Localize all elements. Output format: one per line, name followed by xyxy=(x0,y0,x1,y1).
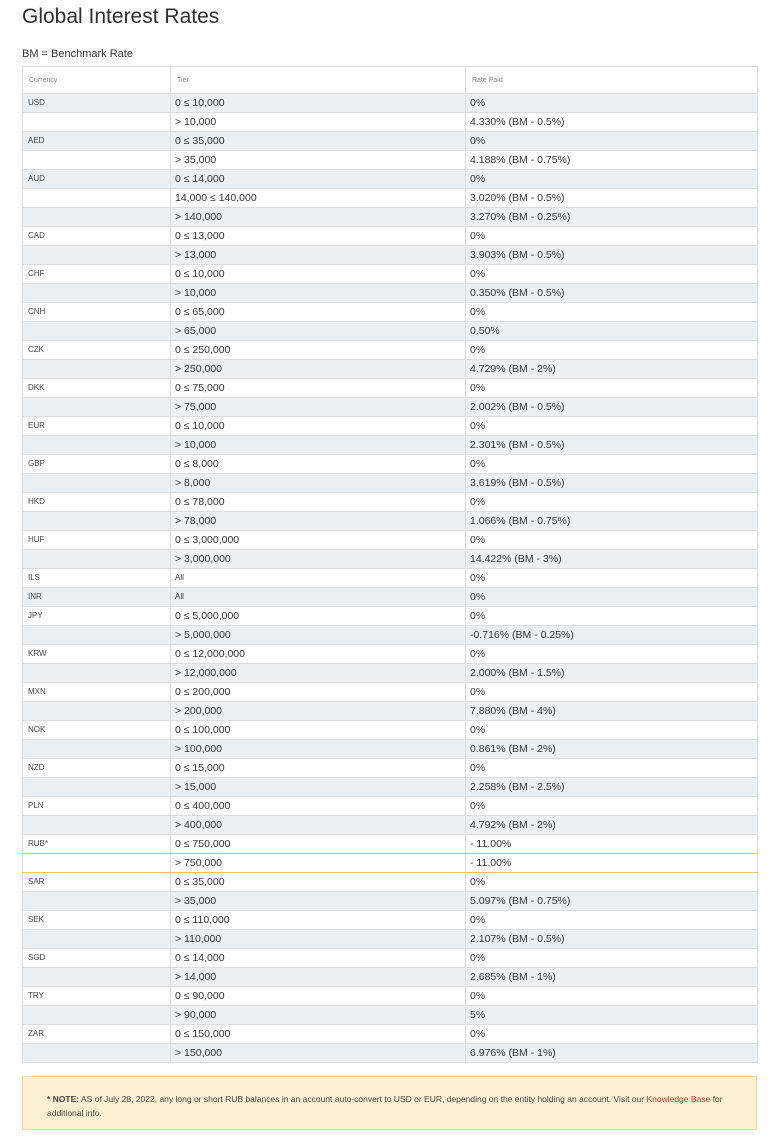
rate-paid-cell: 0% xyxy=(466,569,758,588)
table-row xyxy=(23,987,758,1006)
tier-cell: 0 ≤ 110,000 xyxy=(171,911,466,930)
tier-cell: 0 ≤ 35,000 xyxy=(171,132,466,151)
rate-paid-cell: 0% xyxy=(466,303,758,322)
currency-cell: NOK xyxy=(23,721,171,740)
currency-cell xyxy=(23,854,171,873)
table-row xyxy=(23,512,758,531)
table-row xyxy=(23,1025,758,1044)
currency-cell: JPY xyxy=(23,607,171,626)
tier-cell: > 100,000 xyxy=(171,740,466,759)
currency-cell xyxy=(23,189,171,208)
currency-cell: HKD xyxy=(23,493,171,512)
currency-cell xyxy=(23,740,171,759)
currency-cell xyxy=(23,1044,171,1063)
table-row xyxy=(23,151,758,170)
currency-cell xyxy=(23,930,171,949)
rate-paid-cell: 1.066% (BM - 0.75%) xyxy=(466,512,758,531)
currency-cell: CHF xyxy=(23,265,171,284)
rate-paid-cell: 0% xyxy=(466,265,758,284)
table-row xyxy=(23,683,758,702)
currency-cell: CNH xyxy=(23,303,171,322)
currency-cell: RUB* xyxy=(23,835,171,854)
tier-cell: > 250,000 xyxy=(171,360,466,379)
table-row xyxy=(23,835,758,854)
tier-cell: 0 ≤ 400,000 xyxy=(171,797,466,816)
rate-paid-cell: 2.301% (BM - 0.5%) xyxy=(466,436,758,455)
rate-paid-cell: 0% xyxy=(466,531,758,550)
table-row xyxy=(23,113,758,132)
currency-cell: HUF xyxy=(23,531,171,550)
tier-cell: > 10,000 xyxy=(171,113,466,132)
table-row xyxy=(23,968,758,987)
rate-paid-cell: 0% xyxy=(466,379,758,398)
currency-cell: AED xyxy=(23,132,171,151)
table-row xyxy=(23,132,758,151)
rate-paid-cell: 4.188% (BM - 0.75%) xyxy=(466,151,758,170)
rate-paid-cell: 0% xyxy=(466,873,758,892)
table-row xyxy=(23,550,758,569)
table-row xyxy=(23,892,758,911)
table-row xyxy=(23,702,758,721)
table-row xyxy=(23,417,758,436)
tier-cell: 0 ≤ 75,000 xyxy=(171,379,466,398)
currency-cell: PLN xyxy=(23,797,171,816)
table-row xyxy=(23,227,758,246)
tier-cell: 0 ≤ 14,000 xyxy=(171,170,466,189)
rub-note-box xyxy=(22,1076,757,1130)
note-text: AS of July 28, 2022, any long or short RUB balances in an account auto-convert to USD or EUR, depending on the entity holding an account. Visit our xyxy=(79,1094,647,1104)
currency-cell: SEK xyxy=(23,911,171,930)
table-row xyxy=(23,493,758,512)
table-row xyxy=(23,854,758,873)
tier-cell: 0 ≤ 90,000 xyxy=(171,987,466,1006)
rate-paid-cell: 0% xyxy=(466,721,758,740)
knowledge-base-link[interactable]: Knowledge Base xyxy=(646,1094,711,1104)
currency-cell xyxy=(23,436,171,455)
currency-cell xyxy=(23,360,171,379)
table-row xyxy=(23,360,758,379)
tier-cell: > 750,000 xyxy=(171,854,466,873)
rate-paid-cell: 0% xyxy=(466,417,758,436)
tier-cell: > 5,000,000 xyxy=(171,626,466,645)
rate-paid-cell: 5.097% (BM - 0.75%) xyxy=(466,892,758,911)
currency-cell xyxy=(23,398,171,417)
table-row xyxy=(23,930,758,949)
table-header-row xyxy=(23,67,758,94)
table-row xyxy=(23,816,758,835)
table-row xyxy=(23,588,758,607)
rate-paid-cell: 0% xyxy=(466,911,758,930)
currency-cell: EUR xyxy=(23,417,171,436)
tier-cell: 0 ≤ 65,000 xyxy=(171,303,466,322)
tier-cell: > 75,000 xyxy=(171,398,466,417)
tier-cell: 0 ≤ 150,000 xyxy=(171,1025,466,1044)
column-header-rate-paid: Rate Paid xyxy=(466,67,758,94)
tier-cell: 0 ≤ 10,000 xyxy=(171,94,466,113)
tier-cell: 0 ≤ 100,000 xyxy=(171,721,466,740)
rate-paid-cell: 14.422% (BM - 3%) xyxy=(466,550,758,569)
currency-cell: SGD xyxy=(23,949,171,968)
tier-cell: 0 ≤ 3,000,000 xyxy=(171,531,466,550)
rate-paid-cell: 0% xyxy=(466,949,758,968)
rate-paid-cell: 0% xyxy=(466,683,758,702)
tier-cell: > 14,000 xyxy=(171,968,466,987)
rate-paid-cell: 0% xyxy=(466,227,758,246)
tier-cell: > 90,000 xyxy=(171,1006,466,1025)
page-title: Global Interest Rates xyxy=(22,5,220,28)
table-row xyxy=(23,1006,758,1025)
rate-paid-cell: - 11.00% xyxy=(466,835,758,854)
currency-cell xyxy=(23,284,171,303)
currency-cell xyxy=(23,626,171,645)
table-row xyxy=(23,949,758,968)
note-text-end: for additional info. xyxy=(47,1094,723,1118)
tier-cell: > 8,000 xyxy=(171,474,466,493)
tier-cell: > 400,000 xyxy=(171,816,466,835)
tier-cell: > 13,000 xyxy=(171,246,466,265)
rate-paid-cell: 3.619% (BM - 0.5%) xyxy=(466,474,758,493)
table-row xyxy=(23,759,758,778)
currency-cell: SAR xyxy=(23,873,171,892)
tier-cell: > 3,000,000 xyxy=(171,550,466,569)
currency-cell xyxy=(23,208,171,227)
table-row xyxy=(23,455,758,474)
rate-paid-cell: 0% xyxy=(466,607,758,626)
tier-cell: > 35,000 xyxy=(171,892,466,911)
interest-rates-table xyxy=(22,66,758,1063)
tier-cell: > 200,000 xyxy=(171,702,466,721)
table-row xyxy=(23,626,758,645)
currency-cell xyxy=(23,816,171,835)
rate-paid-cell: 3.270% (BM - 0.25%) xyxy=(466,208,758,227)
currency-cell: CAD xyxy=(23,227,171,246)
tier-cell: 0 ≤ 35,000 xyxy=(171,873,466,892)
table-row xyxy=(23,208,758,227)
table-row xyxy=(23,740,758,759)
tier-cell: 0 ≤ 14,000 xyxy=(171,949,466,968)
tier-cell: 0 ≤ 78,000 xyxy=(171,493,466,512)
tier-cell: 0 ≤ 10,000 xyxy=(171,417,466,436)
table-row xyxy=(23,303,758,322)
currency-cell xyxy=(23,151,171,170)
rate-paid-cell: 0.350% (BM - 0.5%) xyxy=(466,284,758,303)
table-row xyxy=(23,645,758,664)
table-row xyxy=(23,265,758,284)
rate-paid-cell: 2.000% (BM - 1.5%) xyxy=(466,664,758,683)
rate-paid-cell: 0.50% xyxy=(466,322,758,341)
currency-cell: ILS xyxy=(23,569,171,588)
column-header-currency: Currency xyxy=(23,67,171,94)
rate-paid-cell: 6.976% (BM - 1%) xyxy=(466,1044,758,1063)
rate-paid-cell: 4.792% (BM - 2%) xyxy=(466,816,758,835)
column-header-tier: Tier xyxy=(171,67,466,94)
currency-cell: INR xyxy=(23,588,171,607)
table-row xyxy=(23,94,758,113)
table-row xyxy=(23,379,758,398)
table-row xyxy=(23,778,758,797)
rate-paid-cell: 0% xyxy=(466,797,758,816)
benchmark-legend: BM = Benchmark Rate xyxy=(22,48,133,60)
tier-cell: 0 ≤ 13,000 xyxy=(171,227,466,246)
table-row xyxy=(23,911,758,930)
rate-paid-cell: 2.258% (BM - 2.5%) xyxy=(466,778,758,797)
table-row xyxy=(23,531,758,550)
rate-paid-cell: 0% xyxy=(466,132,758,151)
currency-cell: DKK xyxy=(23,379,171,398)
currency-cell: USD xyxy=(23,94,171,113)
rate-paid-cell: - 11.00% xyxy=(466,854,758,873)
rate-paid-cell: 2.685% (BM - 1%) xyxy=(466,968,758,987)
table-row xyxy=(23,398,758,417)
currency-cell xyxy=(23,322,171,341)
tier-cell: > 150,000 xyxy=(171,1044,466,1063)
rate-paid-cell: 5% xyxy=(466,1006,758,1025)
currency-cell xyxy=(23,512,171,531)
tier-cell: > 140,000 xyxy=(171,208,466,227)
tier-cell: All xyxy=(171,569,466,588)
table-row xyxy=(23,1044,758,1063)
table-row xyxy=(23,341,758,360)
tier-cell: > 10,000 xyxy=(171,284,466,303)
rate-paid-cell: 0% xyxy=(466,341,758,360)
table-row xyxy=(23,474,758,493)
table-row xyxy=(23,664,758,683)
note-label: * NOTE: xyxy=(47,1094,80,1104)
currency-cell: KRW xyxy=(23,645,171,664)
rate-paid-cell: 0% xyxy=(466,645,758,664)
table-row xyxy=(23,873,758,892)
tier-cell: 14,000 ≤ 140,000 xyxy=(171,189,466,208)
tier-cell: 0 ≤ 200,000 xyxy=(171,683,466,702)
tier-cell: > 35,000 xyxy=(171,151,466,170)
currency-cell: TRY xyxy=(23,987,171,1006)
tier-cell: > 110,000 xyxy=(171,930,466,949)
currency-cell xyxy=(23,664,171,683)
currency-cell xyxy=(23,778,171,797)
table-row xyxy=(23,322,758,341)
table-row xyxy=(23,436,758,455)
rate-paid-cell: 2.002% (BM - 0.5%) xyxy=(466,398,758,417)
tier-cell: 0 ≤ 10,000 xyxy=(171,265,466,284)
rate-paid-cell: 3.020% (BM - 0.5%) xyxy=(466,189,758,208)
rate-paid-cell: -0.716% (BM - 0.25%) xyxy=(466,626,758,645)
tier-cell: 0 ≤ 8,000 xyxy=(171,455,466,474)
rate-paid-cell: 0% xyxy=(466,455,758,474)
rate-paid-cell: 2.107% (BM - 0.5%) xyxy=(466,930,758,949)
currency-cell xyxy=(23,968,171,987)
tier-cell: All xyxy=(171,588,466,607)
rate-paid-cell: 0% xyxy=(466,588,758,607)
tier-cell: > 15,000 xyxy=(171,778,466,797)
table-row xyxy=(23,569,758,588)
table-row xyxy=(23,607,758,626)
currency-cell: AUD xyxy=(23,170,171,189)
table-row xyxy=(23,797,758,816)
rate-paid-cell: 4.729% (BM - 2%) xyxy=(466,360,758,379)
rate-paid-cell: 0% xyxy=(466,759,758,778)
currency-cell xyxy=(23,892,171,911)
tier-cell: > 65,000 xyxy=(171,322,466,341)
currency-cell xyxy=(23,474,171,493)
currency-cell: CZK xyxy=(23,341,171,360)
rate-paid-cell: 0% xyxy=(466,1025,758,1044)
rate-paid-cell: 4.330% (BM - 0.5%) xyxy=(466,113,758,132)
currency-cell: MXN xyxy=(23,683,171,702)
rate-paid-cell: 3.903% (BM - 0.5%) xyxy=(466,246,758,265)
rate-paid-cell: 0% xyxy=(466,493,758,512)
currency-cell xyxy=(23,1006,171,1025)
table-row xyxy=(23,721,758,740)
table-row xyxy=(23,170,758,189)
tier-cell: 0 ≤ 15,000 xyxy=(171,759,466,778)
currency-cell xyxy=(23,113,171,132)
table-row xyxy=(23,246,758,265)
tier-cell: > 10,000 xyxy=(171,436,466,455)
rate-paid-cell: 0.861% (BM - 2%) xyxy=(466,740,758,759)
rate-paid-cell: 0% xyxy=(466,170,758,189)
currency-cell: GBP xyxy=(23,455,171,474)
rate-paid-cell: 7.880% (BM - 4%) xyxy=(466,702,758,721)
tier-cell: 0 ≤ 5,000,000 xyxy=(171,607,466,626)
currency-cell xyxy=(23,246,171,265)
table-row xyxy=(23,284,758,303)
currency-cell xyxy=(23,550,171,569)
rate-paid-cell: 0% xyxy=(466,94,758,113)
rate-paid-cell: 0% xyxy=(466,987,758,1006)
tier-cell: 0 ≤ 12,000,000 xyxy=(171,645,466,664)
currency-cell: NZD xyxy=(23,759,171,778)
currency-cell xyxy=(23,702,171,721)
tier-cell: > 78,000 xyxy=(171,512,466,531)
currency-cell: ZAR xyxy=(23,1025,171,1044)
tier-cell: > 12,000,000 xyxy=(171,664,466,683)
tier-cell: 0 ≤ 250,000 xyxy=(171,341,466,360)
table-row xyxy=(23,189,758,208)
tier-cell: 0 ≤ 750,000 xyxy=(171,835,466,854)
